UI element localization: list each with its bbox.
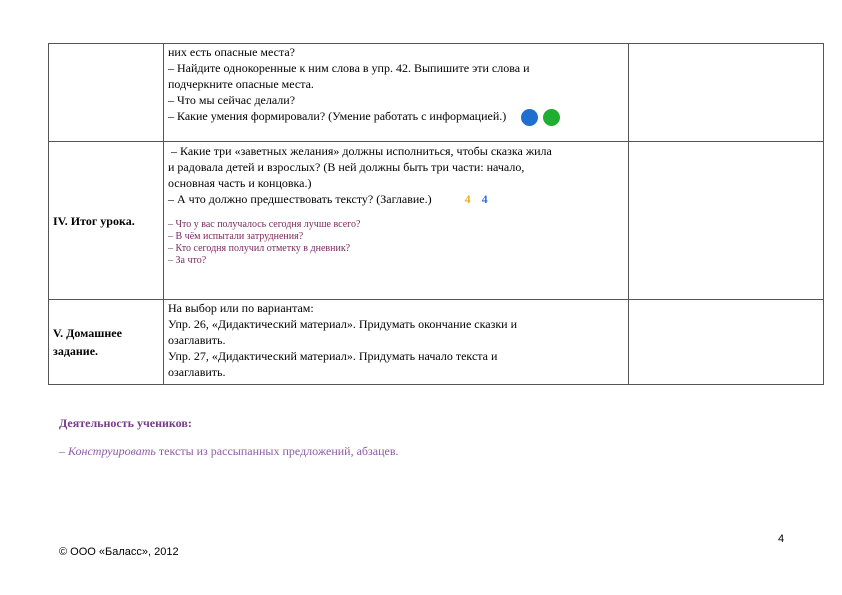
text-line: – Найдите однокоренные к ним слова в упр. 42. Выпишите эти слова и <box>168 61 530 75</box>
text-line: озаглавить. <box>168 365 226 379</box>
content-cell <box>164 300 629 385</box>
self-assessment-circles <box>519 108 560 126</box>
text-line: На выбор или по вариантам: <box>168 301 314 315</box>
blue-circle-icon <box>521 109 538 126</box>
content-cell <box>164 44 629 142</box>
notes-cell <box>629 44 824 142</box>
activity-title: Деятельность учеников: <box>59 416 192 430</box>
reflection-question: – В чём испытали затруднения? <box>168 231 304 242</box>
text-line: – Какие три «заветных желания» должны исполниться, чтобы сказка жила <box>168 144 552 158</box>
table-row <box>49 44 824 142</box>
activity-dash: – <box>59 444 65 458</box>
reflection-question: – Кто сегодня получил отметку в дневник? <box>168 243 351 254</box>
table-row <box>49 142 824 300</box>
table-row <box>49 300 824 385</box>
activity-verb: Конструировать <box>68 444 156 458</box>
text-line-content: – А что должно предшествовать тексту? (Заглавие.) <box>168 192 432 206</box>
text-line: основная часть и концовка.) <box>168 176 312 190</box>
text-line: – Что мы сейчас делали? <box>168 93 296 107</box>
text-line: Упр. 26, «Дидактический материал». Придумать окончание сказки и <box>168 317 518 331</box>
score-number: 4 <box>481 192 488 206</box>
text-line: подчеркните опасные места. <box>168 77 314 91</box>
text-line <box>168 191 624 207</box>
activity-rest: тексты из рассыпанных предложений, абзацев. <box>155 444 399 458</box>
reflection-question: – За что? <box>168 255 207 266</box>
content-cell <box>164 142 629 300</box>
text-line-content: – Какие умения формировали? (Умение работать с информацией.) <box>168 109 507 123</box>
text-line: и радовала детей и взрослых? (В ней должны быть три части: начало, <box>168 160 525 174</box>
activity-text <box>59 444 399 459</box>
text-line: озаглавить. <box>168 333 226 347</box>
reflection-question: – Что у вас получалось сегодня лучше всего? <box>168 219 361 230</box>
lesson-table <box>48 43 824 385</box>
copyright: © ООО «Баласс», 2012 <box>59 546 179 558</box>
stage-cell: V. Домашнее задание. <box>49 300 164 385</box>
page-number: 4 <box>778 533 785 545</box>
notes-cell <box>629 300 824 385</box>
text-line: Упр. 27, «Дидактический материал». Придумать начало текста и <box>168 349 498 363</box>
score-number: 4 <box>464 192 471 206</box>
text-line <box>168 108 624 126</box>
notes-cell <box>629 142 824 300</box>
stage-cell <box>49 44 164 142</box>
text-line: них есть опасные места? <box>168 45 295 59</box>
green-circle-icon <box>543 109 560 126</box>
stage-cell: IV. Итог урока. <box>49 142 164 300</box>
